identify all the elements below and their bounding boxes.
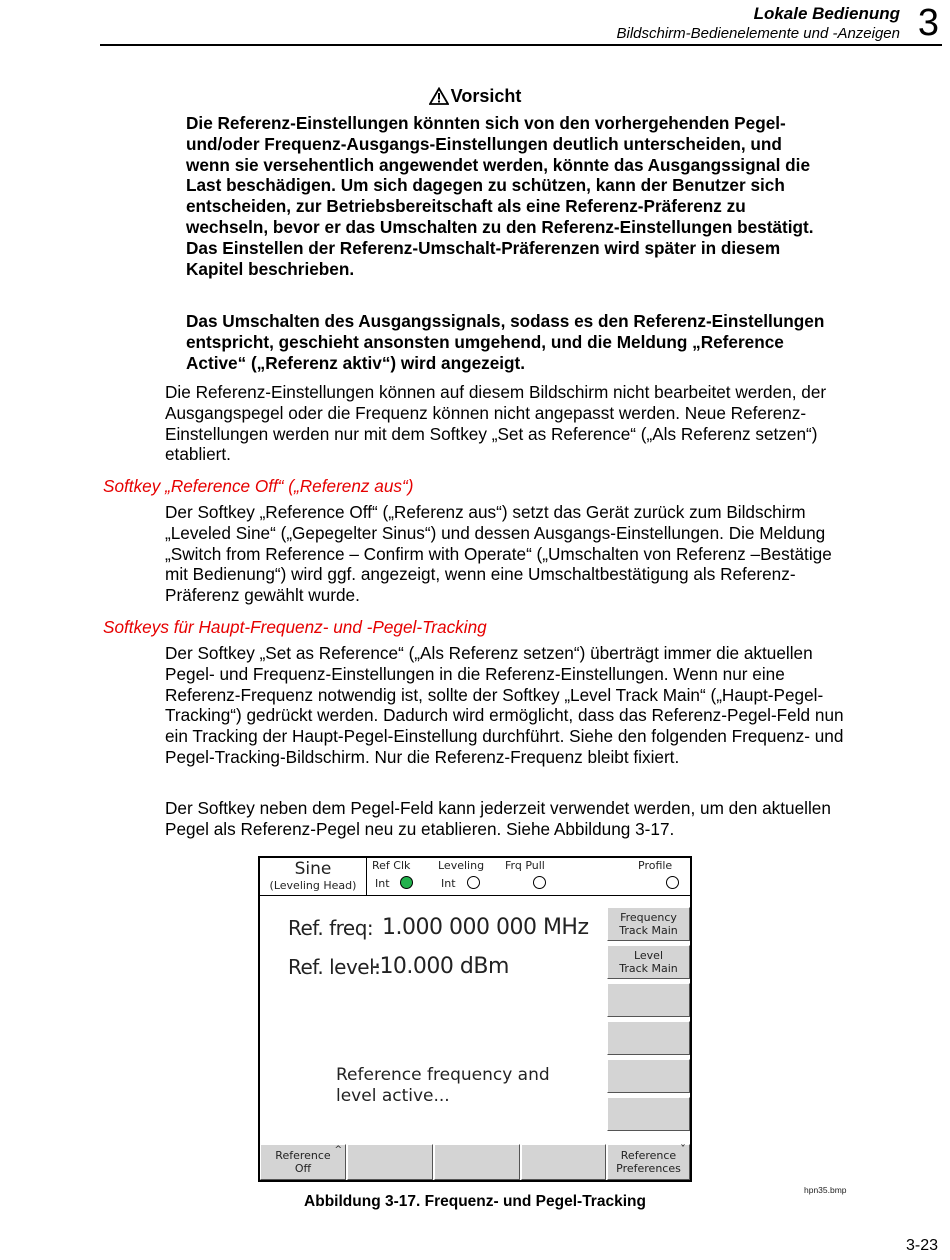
ref-clk-label: Ref Clk <box>372 859 411 872</box>
leveling-indicator <box>467 876 480 889</box>
ref-freq-label: Ref. freq: <box>288 916 374 940</box>
ref-clk-indicator <box>400 876 413 889</box>
warning-triangle-icon <box>429 87 449 105</box>
softkey-label: Reference Preferences <box>616 1149 681 1175</box>
ref-clk-value: Int <box>375 877 390 890</box>
caution-paragraph: Die Referenz-Einstellungen könnten sich von den vorhergehenden Pegel- und/oder Frequenz-Ausgangs-Einstellungen deutlich unterscheiden, und wenn sie versehentlich angewendet werden, könnte das Ausgangssignal die Last beschädigen. Um sich dagegen zu schützen, kann der Benutzer sich entscheiden, zur Betriebsbereitschaft als eine Referenz-Präferenz zu wechseln, bevor er das Umschalten zu den Referenz-Einstellungen bestätigt. Das Einstellen der Referenz-Umschalt-Präferenzen wird später in diesem Kapitel beschrieben. <box>186 113 814 279</box>
section-title: Bildschirm-Bedienelemente und -Anzeigen <box>616 25 900 42</box>
ref-level-value: -10.000 dBm <box>372 954 509 979</box>
status-message-line: Reference frequency and <box>336 1065 550 1085</box>
figure-file-name: hpn35.bmp <box>804 1185 847 1195</box>
instrument-screen <box>258 856 692 1182</box>
ref-level-label: Ref. level: <box>288 955 381 979</box>
caret-up-icon: ^ <box>334 1145 342 1155</box>
section-heading-reference-off: Softkey „Reference Off“ („Referenz aus“) <box>103 476 414 496</box>
caret-down-icon: ˇ <box>680 1143 686 1157</box>
section-paragraph: Der Softkey „Set as Reference“ („Als Referenz setzen“) überträgt immer die aktuellen Pegel- und Frequenz-Einstellungen in die Referenz-Einstellungen. Wenn nur eine Referenz-Frequenz notwendig ist, sollte der Softkey „Level Track Main“ („Haupt-Pegel-Tracking“) gedrückt werden. Dadurch wird ermöglicht, dass das Referenz-Pegel-Feld nun ein Tracking der Haupt-Pegel-Einstellung durchführt. Siehe den folgenden Frequenz- und Pegel-Tracking-Bildschirm. Nur die Referenz-Frequenz bleibt fixiert. <box>165 643 844 767</box>
softkey-reference-off[interactable] <box>260 1144 346 1180</box>
softkey-blank[interactable] <box>607 1059 690 1093</box>
leveling-value: Int <box>441 877 456 890</box>
mode-title: Sine <box>294 859 332 879</box>
chapter-title: Lokale Bedienung <box>753 4 900 23</box>
caution-heading <box>0 86 950 107</box>
softkey-blank[interactable] <box>607 983 690 1017</box>
softkey-blank[interactable] <box>521 1144 606 1180</box>
softkey-level-track-main[interactable]: Level Track Main <box>607 945 690 979</box>
frq-pull-indicator <box>533 876 546 889</box>
caution-paragraph: Das Umschalten des Ausgangssignals, sodass es den Referenz-Einstellungen entspricht, geschieht ansonsten umgehend, und die Meldung „Reference Active“ („Referenz aktiv“) wird angezeigt. <box>186 311 825 373</box>
softkey-label: Reference Off <box>275 1149 331 1175</box>
softkey-frequency-track-main[interactable]: Frequency Track Main <box>607 907 690 941</box>
mode-subtitle: (Leveling Head) <box>269 879 357 892</box>
status-bar-divider <box>366 858 367 895</box>
profile-indicator <box>666 876 679 889</box>
softkey-blank[interactable] <box>347 1144 433 1180</box>
profile-label: Profile <box>638 859 673 872</box>
intro-paragraph: Die Referenz-Einstellungen können auf diesem Bildschirm nicht bearbeitet werden, der Ausgangspegel oder die Frequenz können nicht angepasst werden. Neue Referenz-Einstellungen werden nur mit dem Softkey „Set as Reference“ („Als Referenz setzen“) etabliert. <box>165 382 827 465</box>
caution-heading-text: Vorsicht <box>450 86 522 106</box>
section-heading-tracking: Softkeys für Haupt-Frequenz- und -Pegel-Tracking <box>103 617 487 637</box>
status-bar-divider <box>260 895 690 896</box>
leveling-label: Leveling <box>438 859 485 872</box>
page-number: 3-23 <box>905 1237 938 1254</box>
softkey-reference-preferences[interactable] <box>607 1144 690 1180</box>
softkey-blank[interactable] <box>607 1097 690 1131</box>
section-paragraph: Der Softkey neben dem Pegel-Feld kann jederzeit verwendet werden, um den aktuellen Pegel als Referenz-Pegel neu zu etablieren. Siehe Abbildung 3-17. <box>165 798 831 839</box>
figure-caption: Abbildung 3-17. Frequenz- und Pegel-Tracking <box>304 1193 646 1210</box>
ref-freq-value: 1.000 000 000 MHz <box>382 915 589 940</box>
section-paragraph: Der Softkey „Reference Off“ („Referenz aus“) setzt das Gerät zurück zum Bildschirm „Leveled Sine“ („Gepegelter Sinus“) und dessen Ausgangs-Einstellungen. Die Meldung „Switch from Reference – Confirm with Operate“ („Umschalten von Referenz –Bestätige mit Bedienung“) wird ggf. angezeigt, wenn eine Umschaltbestätigung als Referenz-Präferenz gewählt wurde. <box>165 502 832 606</box>
status-message-line: level active... <box>336 1086 450 1106</box>
header-rule <box>100 44 942 46</box>
chapter-number: 3 <box>917 2 939 44</box>
softkey-blank[interactable] <box>607 1021 690 1055</box>
softkey-blank[interactable] <box>434 1144 520 1180</box>
frq-pull-label: Frq Pull <box>505 859 545 872</box>
